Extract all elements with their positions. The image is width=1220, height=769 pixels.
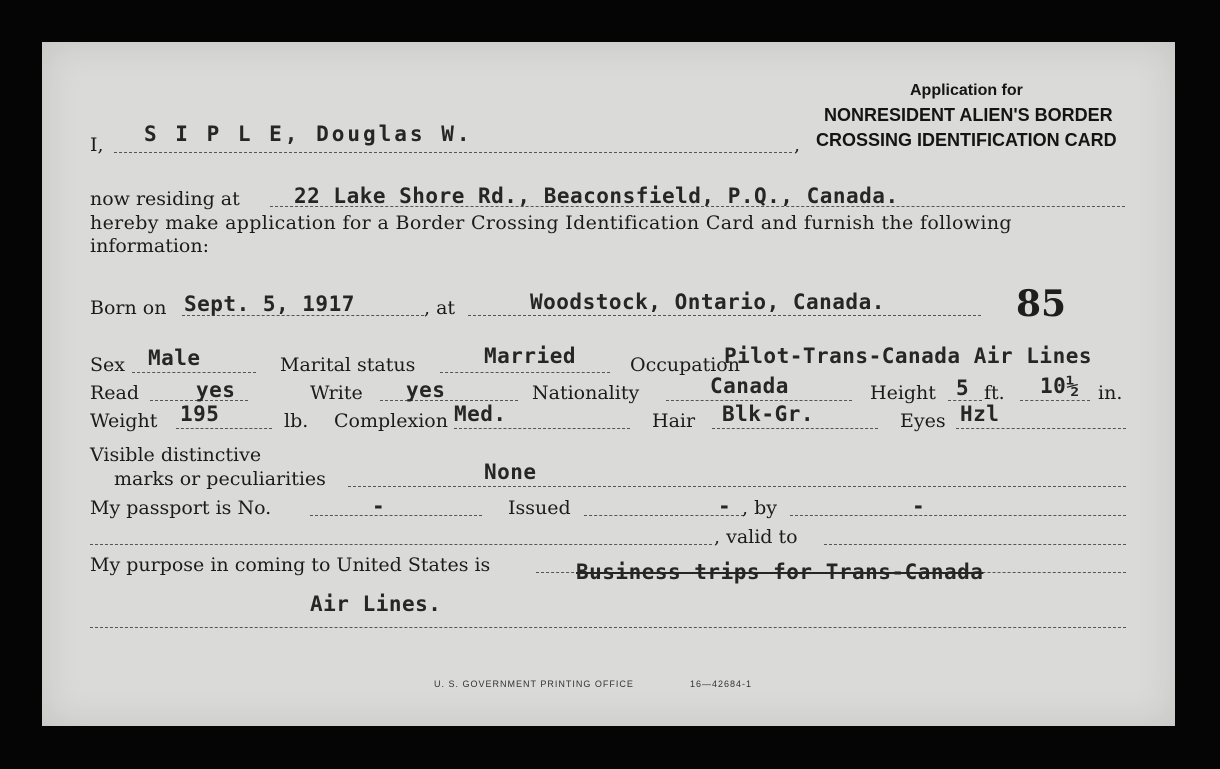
by-line [790, 515, 1126, 516]
header-title-line1: NONRESIDENT ALIEN'S BORDER [824, 105, 1113, 125]
passport-label: My passport is No. [90, 497, 272, 519]
occupation-label: Occupation [630, 354, 740, 376]
occupation-value: Pilot-Trans-Canada Air Lines [724, 344, 1093, 368]
applicant-name: S I P L E, Douglas W. [144, 122, 473, 146]
by-label: , by [742, 497, 777, 519]
header-application-for: Application for [910, 82, 1023, 99]
ft-label: ft. [984, 382, 1005, 404]
height-in-value: 10½ [1040, 374, 1080, 398]
purpose-value-2: Air Lines. [310, 592, 442, 616]
purpose-label: My purpose in coming to United States is [90, 554, 491, 576]
marks-line [348, 486, 1126, 487]
height-label: Height [870, 382, 936, 404]
form-code: 16—42684-1 [690, 679, 753, 689]
marital-label: Marital status [280, 354, 416, 376]
address: 22 Lake Shore Rd., Beaconsfield, P.Q., Canada. [294, 184, 899, 208]
passport-line [310, 515, 482, 516]
issued-label: Issued [508, 497, 571, 519]
marks-value: None [484, 460, 537, 484]
printing-office: U. S. GOVERNMENT PRINTING OFFICE [434, 679, 634, 689]
header-title-line2: CROSSING IDENTIFICATION CARD [816, 130, 1117, 150]
marital-value: Married [484, 344, 577, 368]
name-line [114, 152, 792, 153]
by-value: - [912, 494, 926, 518]
hair-value: Blk-Gr. [722, 402, 815, 426]
hair-label: Hair [652, 410, 696, 432]
write-line [380, 400, 518, 401]
purpose-line-2 [90, 627, 1126, 628]
write-value: yes [406, 378, 446, 402]
nationality-value: Canada [710, 374, 789, 398]
lb-label: lb. [284, 410, 309, 432]
weight-label: Weight [90, 410, 158, 432]
weight-value: 195 [180, 402, 220, 426]
in-label: in. [1098, 382, 1123, 404]
height-in-line [1020, 400, 1090, 401]
valid-line [824, 544, 1126, 545]
sex-value: Male [148, 346, 201, 370]
born-date: Sept. 5, 1917 [184, 292, 355, 316]
passport-value: - [372, 494, 386, 518]
read-value: yes [196, 378, 236, 402]
marks-label-1: Visible distinctive [90, 444, 262, 466]
sex-label: Sex [90, 354, 125, 376]
valid-label: , valid to [714, 526, 798, 548]
eyes-value: Hzl [960, 402, 1000, 426]
weight-line [176, 428, 272, 429]
at-label: , at [424, 297, 456, 319]
complexion-label: Complexion [334, 410, 448, 432]
complexion-line [454, 428, 630, 429]
hair-line [712, 428, 878, 429]
application-card [42, 42, 1175, 726]
issued-value: - [718, 494, 732, 518]
purpose-value-1: Business trips for Trans-Canada [576, 560, 984, 584]
application-text-2: information: [90, 235, 210, 257]
name-comma: , [794, 134, 801, 156]
born-place: Woodstock, Ontario, Canada. [530, 290, 885, 314]
card-number: 85 [1016, 283, 1067, 325]
complexion-value: Med. [454, 402, 507, 426]
write-label: Write [310, 382, 363, 404]
read-label: Read [90, 382, 140, 404]
height-ft-value: 5 [956, 376, 970, 400]
height-ft-line [948, 400, 982, 401]
marital-line [440, 372, 610, 373]
application-text-1: hereby make application for a Border Crossing Identification Card and furnish the following [90, 212, 1012, 234]
nationality-label: Nationality [532, 382, 640, 404]
nationality-line [666, 400, 852, 401]
i-label: I, [90, 134, 104, 156]
eyes-label: Eyes [900, 410, 946, 432]
sex-line [132, 372, 256, 373]
born-label: Born on [90, 297, 167, 319]
valid-prefix-line [90, 544, 712, 545]
born-place-line [468, 315, 981, 316]
residing-label: now residing at [90, 188, 240, 210]
eyes-line [956, 428, 1126, 429]
marks-label-2: marks or peculiarities [114, 468, 326, 490]
